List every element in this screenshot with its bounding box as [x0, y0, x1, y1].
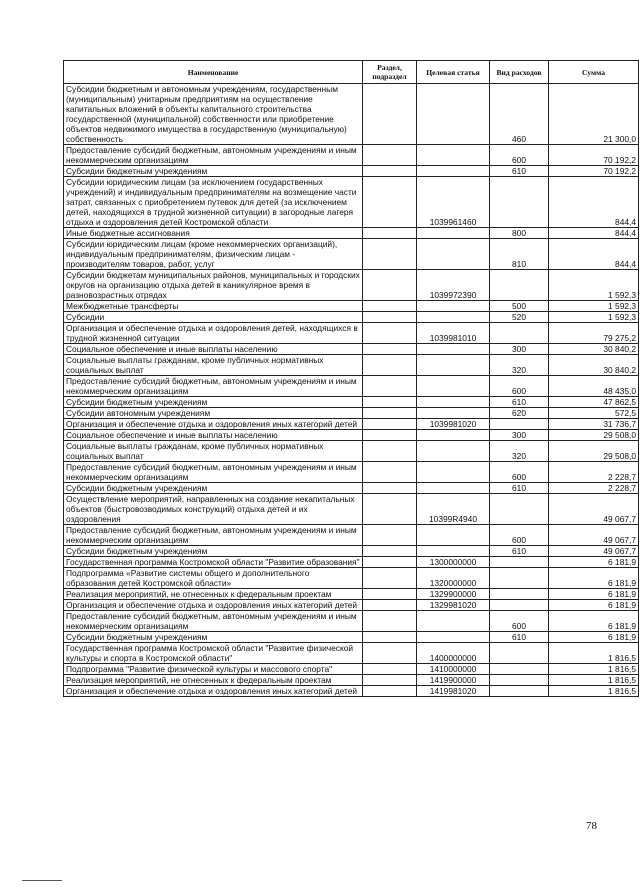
cell-amount: 1 592,3 — [549, 312, 639, 323]
cell-type — [490, 494, 549, 525]
cell-target: 1039972390 — [417, 270, 490, 301]
cell-name: Субсидии юридическим лицам (за исключением государственных учреждений) и индивидуальным предпринимателям на возмещение части затрат, связанных с приобретением путевок для детей (за исключением детей, находящихся в трудной жизненной ситуации) в загородные лагеря отдыха и оздоровления детей Костромской области — [64, 177, 363, 228]
cell-name: Социальные выплаты гражданам, кроме публичных нормативных социальных выплат — [64, 441, 363, 462]
cell-name: Реализация мероприятий, не отнесенных к федеральным проектам — [64, 675, 363, 686]
cell-section — [363, 376, 417, 397]
cell-amount: 1 592,3 — [549, 270, 639, 301]
cell-section — [363, 312, 417, 323]
cell-name: Предоставление субсидий бюджетным, автономным учреждениям и иным некоммерческим организациям — [64, 145, 363, 166]
cell-type: 600 — [490, 376, 549, 397]
table-row — [64, 419, 639, 430]
cell-amount: 47 862,5 — [549, 397, 639, 408]
cell-section — [363, 557, 417, 568]
table-body — [64, 84, 639, 697]
cell-type — [490, 589, 549, 600]
cell-type — [490, 686, 549, 697]
cell-amount: 70 192,2 — [549, 145, 639, 166]
cell-section — [363, 166, 417, 177]
cell-target — [417, 239, 490, 270]
cell-type — [490, 177, 549, 228]
table-row — [64, 177, 639, 228]
cell-amount: 1 816,5 — [549, 675, 639, 686]
cell-amount: 6 181,9 — [549, 589, 639, 600]
cell-type: 500 — [490, 301, 549, 312]
cell-section — [363, 611, 417, 632]
cell-name: Организация и обеспечение отдыха и оздоровления детей, находящихся в трудной жизненной ситуации — [64, 323, 363, 344]
cell-amount: 29 508,0 — [549, 441, 639, 462]
cell-name: Государственная программа Костромской области "Развитие образования" — [64, 557, 363, 568]
cell-name: Осуществление мероприятий, направленных на создание некапитальных объектов (быстровозводимых конструкций) отдыха детей и их оздоровления — [64, 494, 363, 525]
table-row — [64, 557, 639, 568]
cell-target: 1410000000 — [417, 664, 490, 675]
table-header-row — [64, 61, 639, 84]
budget-table — [63, 60, 639, 697]
cell-amount: 844,4 — [549, 228, 639, 239]
cell-type: 610 — [490, 546, 549, 557]
cell-name: Субсидии юридическим лицам (кроме некоммерческих организаций), индивидуальным предпринимателям, физическим лицам - производителям товаров, работ, услуг — [64, 239, 363, 270]
cell-section — [363, 84, 417, 145]
cell-amount: 572,5 — [549, 408, 639, 419]
cell-section — [363, 408, 417, 419]
table-row — [64, 344, 639, 355]
cell-amount: 30 840,2 — [549, 355, 639, 376]
cell-target — [417, 228, 490, 239]
cell-type — [490, 270, 549, 301]
footer-rule — [22, 880, 62, 881]
cell-section — [363, 145, 417, 166]
cell-name: Организация и обеспечение отдыха и оздоровления иных категорий детей — [64, 419, 363, 430]
cell-section — [363, 483, 417, 494]
table-row — [64, 589, 639, 600]
cell-amount: 79 275,2 — [549, 323, 639, 344]
table-row — [64, 441, 639, 462]
cell-type: 300 — [490, 430, 549, 441]
cell-amount: 844,4 — [549, 177, 639, 228]
cell-target: 1419900000 — [417, 675, 490, 686]
cell-type: 600 — [490, 462, 549, 483]
cell-name: Субсидии автономным учреждениям — [64, 408, 363, 419]
cell-name: Государственная программа Костромской области "Развитие физической культуры и спорта в Костромской области" — [64, 643, 363, 664]
cell-section — [363, 430, 417, 441]
table-row — [64, 494, 639, 525]
cell-name: Организация и обеспечение отдыха и оздоровления иных категорий детей — [64, 600, 363, 611]
cell-name: Субсидии бюджетным учреждениям — [64, 483, 363, 494]
cell-target — [417, 397, 490, 408]
cell-target: 1329900000 — [417, 589, 490, 600]
cell-amount: 2 228,7 — [549, 462, 639, 483]
cell-target — [417, 408, 490, 419]
header-name: Наименование — [64, 61, 363, 84]
table-row — [64, 568, 639, 589]
cell-type: 520 — [490, 312, 549, 323]
cell-amount: 49 067,7 — [549, 494, 639, 525]
cell-section — [363, 664, 417, 675]
cell-type — [490, 323, 549, 344]
cell-section — [363, 177, 417, 228]
cell-name: Субсидии бюджетным учреждениям — [64, 546, 363, 557]
cell-type — [490, 557, 549, 568]
cell-amount: 6 181,9 — [549, 611, 639, 632]
cell-target — [417, 166, 490, 177]
table-row — [64, 686, 639, 697]
page-number: 78 — [586, 820, 597, 832]
table-row — [64, 483, 639, 494]
table-row — [64, 323, 639, 344]
cell-section — [363, 228, 417, 239]
cell-type: 610 — [490, 166, 549, 177]
table-row — [64, 397, 639, 408]
cell-name: Субсидии бюджетным учреждениям — [64, 397, 363, 408]
table-row — [64, 228, 639, 239]
cell-name: Подпрограмма "Развитие физической культуры и массового спорта" — [64, 664, 363, 675]
cell-target — [417, 355, 490, 376]
cell-name: Субсидии бюджетным и автономным учреждениям, государственным (муниципальным) унитарным предприятиям на осуществление капитальных вложений в объекты капитального строительства государственной (муниципальной) собственности или приобретение объектов недвижимого имущества в государственную (муниципальную) собственность — [64, 84, 363, 145]
cell-section — [363, 344, 417, 355]
cell-target — [417, 376, 490, 397]
cell-amount: 70 192,2 — [549, 166, 639, 177]
cell-name: Иные бюджетные ассигнования — [64, 228, 363, 239]
cell-target — [417, 312, 490, 323]
cell-amount: 844,4 — [549, 239, 639, 270]
cell-section — [363, 397, 417, 408]
table-row — [64, 166, 639, 177]
cell-section — [363, 632, 417, 643]
cell-section — [363, 546, 417, 557]
cell-type: 610 — [490, 397, 549, 408]
cell-amount: 31 736,7 — [549, 419, 639, 430]
cell-section — [363, 301, 417, 312]
cell-type: 610 — [490, 483, 549, 494]
cell-amount: 49 067,7 — [549, 546, 639, 557]
cell-target — [417, 145, 490, 166]
cell-type: 600 — [490, 611, 549, 632]
table-row — [64, 643, 639, 664]
header-amount: Сумма — [549, 61, 639, 84]
cell-type — [490, 419, 549, 430]
cell-type: 320 — [490, 355, 549, 376]
cell-target: 1039961460 — [417, 177, 490, 228]
table-row — [64, 611, 639, 632]
table-row — [64, 632, 639, 643]
cell-target — [417, 84, 490, 145]
cell-target — [417, 441, 490, 462]
cell-target: 10399R4940 — [417, 494, 490, 525]
cell-target: 1320000000 — [417, 568, 490, 589]
cell-name: Предоставление субсидий бюджетным, автономным учреждениям и иным некоммерческим организациям — [64, 525, 363, 546]
cell-amount: 6 181,9 — [549, 557, 639, 568]
cell-section — [363, 568, 417, 589]
cell-type: 600 — [490, 525, 549, 546]
cell-target: 1039981020 — [417, 419, 490, 430]
cell-section — [363, 600, 417, 611]
table-row — [64, 408, 639, 419]
cell-section — [363, 589, 417, 600]
cell-amount: 1 592,3 — [549, 301, 639, 312]
table-row — [64, 600, 639, 611]
cell-section — [363, 494, 417, 525]
cell-target: 1400000000 — [417, 643, 490, 664]
cell-target: 1419981020 — [417, 686, 490, 697]
cell-amount: 49 067,7 — [549, 525, 639, 546]
table-row — [64, 84, 639, 145]
cell-name: Социальные выплаты гражданам, кроме публичных нормативных социальных выплат — [64, 355, 363, 376]
cell-type: 300 — [490, 344, 549, 355]
cell-name: Социальное обеспечение и иные выплаты населению — [64, 344, 363, 355]
cell-target: 1329981020 — [417, 600, 490, 611]
cell-type: 320 — [490, 441, 549, 462]
cell-target — [417, 525, 490, 546]
cell-amount: 1 816,5 — [549, 686, 639, 697]
cell-target — [417, 301, 490, 312]
cell-target — [417, 632, 490, 643]
cell-section — [363, 525, 417, 546]
cell-type — [490, 675, 549, 686]
cell-amount: 21 300,0 — [549, 84, 639, 145]
table-row — [64, 301, 639, 312]
header-target: Целевая статья — [417, 61, 490, 84]
table-row — [64, 675, 639, 686]
table-row — [64, 664, 639, 675]
cell-name: Субсидии бюджетным учреждениям — [64, 166, 363, 177]
table-row — [64, 376, 639, 397]
cell-name: Подпрограмма «Развитие системы общего и дополнительного образования детей Костромской области» — [64, 568, 363, 589]
header-type: Вид расходов — [490, 61, 549, 84]
cell-section — [363, 675, 417, 686]
cell-name: Организация и обеспечение отдыха и оздоровления иных категорий детей — [64, 686, 363, 697]
cell-target — [417, 344, 490, 355]
table-row — [64, 546, 639, 557]
table-row — [64, 525, 639, 546]
cell-section — [363, 239, 417, 270]
cell-amount: 48 435,0 — [549, 376, 639, 397]
cell-type — [490, 643, 549, 664]
cell-amount: 2 228,7 — [549, 483, 639, 494]
cell-name: Предоставление субсидий бюджетным, автономным учреждениям и иным некоммерческим организациям — [64, 376, 363, 397]
cell-target: 1039981010 — [417, 323, 490, 344]
cell-type: 800 — [490, 228, 549, 239]
cell-target — [417, 430, 490, 441]
cell-name: Субсидии бюджетным учреждениям — [64, 632, 363, 643]
cell-section — [363, 462, 417, 483]
cell-name: Межбюджетные трансферты — [64, 301, 363, 312]
cell-type — [490, 600, 549, 611]
cell-amount: 1 816,5 — [549, 643, 639, 664]
cell-amount: 1 816,5 — [549, 664, 639, 675]
cell-type — [490, 568, 549, 589]
cell-section — [363, 686, 417, 697]
cell-type: 460 — [490, 84, 549, 145]
cell-name: Субсидии бюджетам муниципальных районов, муниципальных и городских округов на организацию отдыха детей в каникулярное время в разновозрастных отрядах — [64, 270, 363, 301]
cell-section — [363, 355, 417, 376]
cell-name: Предоставление субсидий бюджетным, автономным учреждениям и иным некоммерческим организациям — [64, 611, 363, 632]
cell-section — [363, 419, 417, 430]
table-row — [64, 462, 639, 483]
header-section: Раздел, подраздел — [363, 61, 417, 84]
cell-target — [417, 546, 490, 557]
cell-type: 810 — [490, 239, 549, 270]
table-row — [64, 145, 639, 166]
cell-section — [363, 323, 417, 344]
cell-target: 1300000000 — [417, 557, 490, 568]
cell-amount: 29 508,0 — [549, 430, 639, 441]
cell-name: Предоставление субсидий бюджетным, автономным учреждениям и иным некоммерческим организациям — [64, 462, 363, 483]
table-row — [64, 430, 639, 441]
cell-amount: 6 181,9 — [549, 568, 639, 589]
cell-name: Реализация мероприятий, не отнесенных к федеральным проектам — [64, 589, 363, 600]
cell-type — [490, 664, 549, 675]
cell-type: 610 — [490, 632, 549, 643]
cell-type: 620 — [490, 408, 549, 419]
cell-type: 600 — [490, 145, 549, 166]
table-row — [64, 239, 639, 270]
cell-target — [417, 462, 490, 483]
cell-section — [363, 643, 417, 664]
cell-target — [417, 483, 490, 494]
cell-name: Социальное обеспечение и иные выплаты населению — [64, 430, 363, 441]
table-row — [64, 312, 639, 323]
cell-amount: 30 840,2 — [549, 344, 639, 355]
cell-amount: 6 181,9 — [549, 600, 639, 611]
cell-target — [417, 611, 490, 632]
cell-name: Субсидии — [64, 312, 363, 323]
table-row — [64, 355, 639, 376]
table-row — [64, 270, 639, 301]
cell-section — [363, 270, 417, 301]
cell-section — [363, 441, 417, 462]
cell-amount: 6 181,9 — [549, 632, 639, 643]
